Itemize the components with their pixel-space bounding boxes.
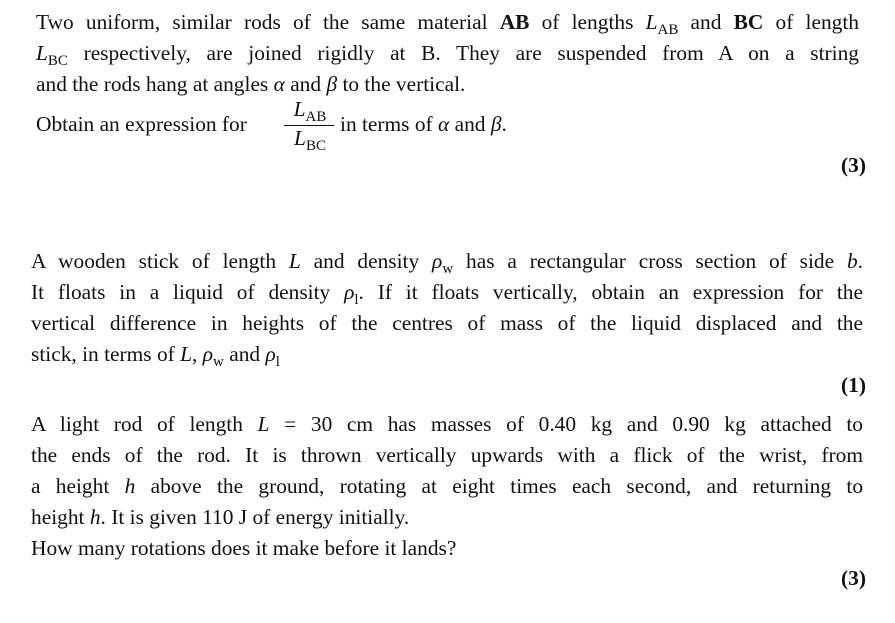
q1-line-4: Obtain an expression for	[36, 112, 247, 136]
q1-line-4-rest: in terms of α and β.	[340, 112, 507, 136]
q3-marks: (3)	[841, 566, 866, 590]
q2-marks: (1)	[841, 373, 866, 397]
q2-line-3: vertical difference in heights of the centres of mass of the liquid displaced and the	[31, 311, 863, 335]
q3-line-4: height h. It is given 110 J of energy initially.	[31, 505, 410, 529]
q1-line-3: and the rods hang at angles α and β to the vertical.	[36, 72, 466, 96]
q1-marks: (3)	[841, 153, 866, 177]
q2-line-4: stick, in terms of L, $\rho_w$ and $\rho_l$	[31, 342, 280, 370]
q2-line-2: It floats in a liquid of density $\rho_l$. If it floats vertically, obtain an expression for the	[31, 280, 863, 308]
q3-line-2: the ends of the rod. It is thrown vertically upwards with a flick of the wrist, from	[31, 443, 863, 467]
q1-line-1: Two uniform, similar rods of the same material AB of lengths $L_{AB}$ and BC of length	[36, 10, 859, 38]
rod-ab-label: AB	[499, 10, 530, 34]
fraction-denominator: $L_{BC}$	[294, 126, 326, 154]
length-ratio-fraction	[282, 94, 338, 158]
q3-line-3: a height h above the ground, rotating at eight times each second, and returning to	[31, 474, 864, 498]
rod-bc-label: BC	[733, 10, 764, 34]
fraction-numerator: $L_{AB}$	[293, 97, 327, 125]
q2-line-1: A wooden stick of length L and density $\rho_w$ has a rectangular cross section of side b.	[31, 249, 864, 277]
q3-line-5: How many rotations does it make before it lands?	[31, 536, 457, 560]
q1-line-2: $L_{BC}$ respectively, are joined rigidly at B. They are suspended from A on a string	[36, 41, 859, 69]
q3-line-1: A light rod of length L = 30 cm has masses of 0.40 kg and 0.90 kg attached to	[31, 412, 864, 436]
